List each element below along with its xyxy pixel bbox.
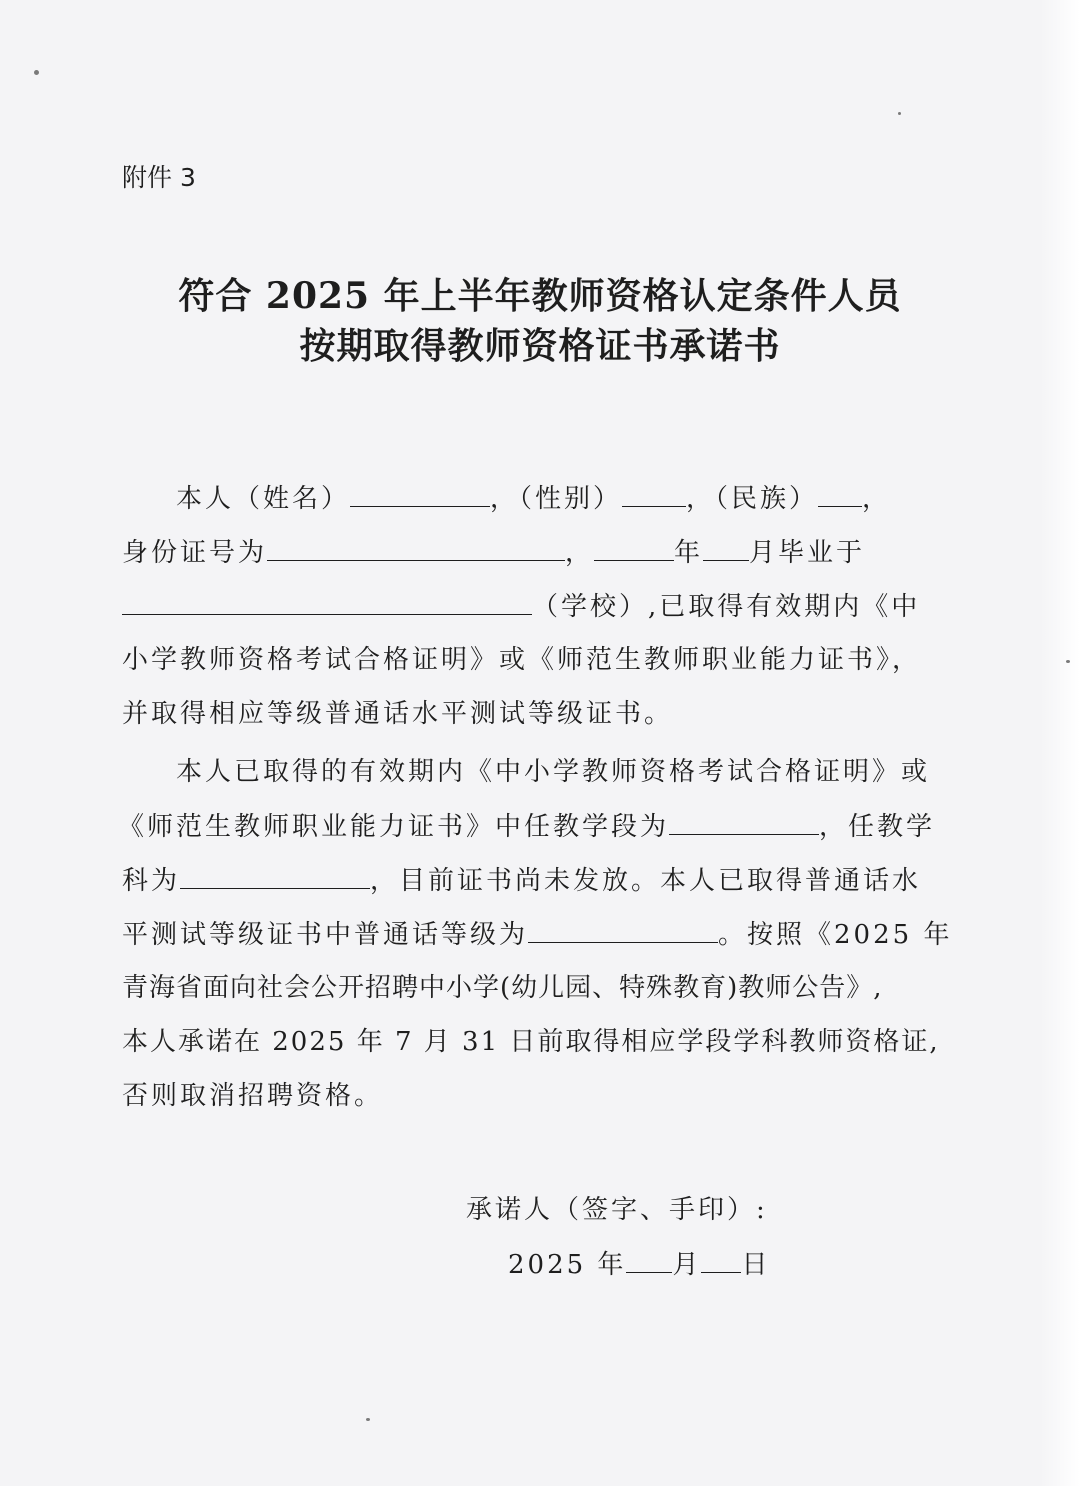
certificate-status-text: ，目前证书尚未发放。本人已取得普通话水 [370,866,922,896]
para2-line5: 青海省面向社会公开招聘中小学(幼儿园、特殊教育)教师公告》, [122,973,883,1003]
teaching-stage-blank[interactable] [669,806,819,835]
para1-line5: 并取得相应等级普通话水平测试等级证书。 [122,699,674,729]
para2-line6: 本人承诺在 2025 年 7 月 31 日前取得相应学段学科教师资格证, [122,1027,940,1057]
comma: ， [862,484,892,514]
teaching-subject-blank[interactable] [180,860,370,889]
ethnicity-blank[interactable] [818,478,862,507]
name-blank[interactable] [350,478,490,507]
id-number-blank[interactable] [267,532,565,561]
ethnicity-label: ，（民族） [686,484,819,514]
para2-line3 [122,860,922,900]
according-to-text: 。按照《2025 年 [718,920,953,950]
paper-speck [34,70,39,75]
date-day-blank[interactable] [701,1244,741,1273]
paper-speck [1066,660,1070,663]
paper-speck [898,112,901,115]
date-year: 2025 年 [508,1250,627,1280]
school-blank[interactable] [122,586,532,615]
subject-label: 科为 [122,866,181,896]
name-label: 本人（姓名） [176,484,351,514]
teaching-subject-label: ，任教学 [819,812,936,842]
document-title-line2: 按期取得教师资格证书承诺书 [299,325,781,367]
para1-line2 [122,532,922,572]
para2-line2 [118,806,936,846]
date-month-blank[interactable] [626,1244,672,1273]
date-day-label: 日 [741,1250,771,1280]
graduation-year-blank[interactable] [594,532,674,561]
year-label: 年 [674,538,704,568]
paper-speck [366,1418,370,1421]
para2-line4 [122,914,953,954]
para1-line1 [176,478,922,518]
para1-line4: 小学教师资格考试合格证明》或《师范生教师职业能力证书》， [122,645,922,675]
school-label: （学校）,已取得有效期内《中 [532,592,921,622]
teaching-stage-label: 《师范生教师职业能力证书》中任教学段为 [118,812,670,842]
para2-line7: 否则取消招聘资格。 [122,1081,384,1111]
mandarin-level-blank[interactable] [528,914,718,943]
date-month-label: 月 [672,1250,702,1280]
gender-blank[interactable] [622,478,686,507]
signature-label: 承诺人（签字、手印）: [466,1195,768,1225]
document-title-line1: 符合 2025 年上半年教师资格认定条件人员 [178,275,902,317]
signature-date [508,1244,770,1285]
gender-label: ，（性别） [490,484,623,514]
graduated-from-label: 月毕业于 [749,538,866,568]
para2-line1: 本人已取得的有效期内《中小学教师资格考试合格证明》或 [176,757,931,787]
comma: ， [565,538,595,568]
attachment-label: 附件 3 [122,163,196,192]
paper-edge-shade [1040,0,1080,1486]
para1-line3 [122,586,922,626]
mandarin-level-label: 平测试等级证书中普通话等级为 [122,920,529,950]
graduation-month-blank[interactable] [703,532,749,561]
id-number-label: 身份证号为 [122,538,268,568]
